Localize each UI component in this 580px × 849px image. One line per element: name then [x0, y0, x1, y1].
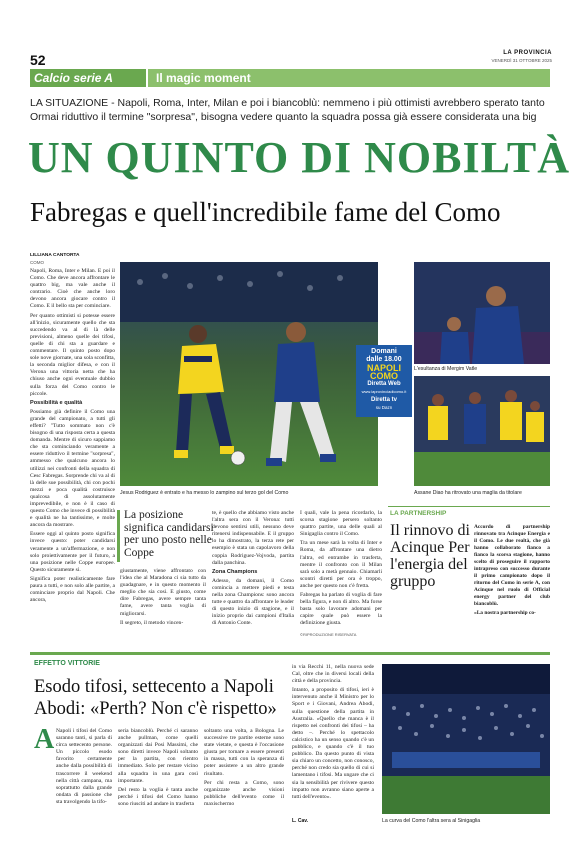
author: LILLIANA CANTORTA [30, 253, 80, 258]
second-story-rule [30, 652, 550, 655]
second-story-column-3 [204, 728, 284, 822]
paper-name: LA PROVINCIA [503, 50, 552, 56]
photo-diao [414, 376, 550, 486]
article-paragraph: Fabregas ha parlato di voglia di fare bella figura, e non di altro. Ma forse basta solo lavorare adomani per capire quale può essere la definizione giusta. [300, 592, 382, 627]
article-paragraph: Napoli, Roma, Inter e Milan. E poi il Como. Che deve ancora affrontare le quattro big, ma vale anche il contrario. Cioè che anche loro devono ancora giocare contro il Como. E il bello sta per cominciare. [30, 268, 115, 310]
second-story-title-line-1: Esodo tifosi, settecento a Napoli [34, 677, 274, 697]
article-paragraph: Per quanto ottimisti si potesse essere all'inizio, sicuramente quello che sta succedendo va al di là delle previsioni, almeno quelle dei tifosi, quelle di chi sta a guardare e commentare. Il quinto posto dopo sole nove giornate, una sola sconfitta, la seconda miglior difesa, e con il Verona una vittoria netta che ha chiuso anche ogni eventuale dubbio sulla forza del Como contro le piccole. [30, 312, 115, 397]
partnership-paragraph: Accordo di partnership rinnovato tra Acinque Energia e il Como. Le due realtà, che già hanno collaborato fianco a fianco la scorsa stagione, hanno scelto di proseguire il rapporto intrapreso con successo durante il primo campionato dopo il ritorno del Como in serie A, con Acinque nel ruolo di Official energy partner del club biancoblù. [474, 524, 550, 607]
partnership-paragraph: «La nostra partnership co- [474, 610, 536, 616]
second-story-column-2 [118, 728, 198, 822]
topic-label: Il magic moment [156, 71, 251, 85]
second-story-signature: L. Cav. [292, 818, 309, 824]
partnership-title: Il rinnovo di Acinque Per l'energia del gruppo [390, 522, 470, 590]
second-story-column-4 [292, 664, 374, 816]
article-paragraph: I quali, vale la pena ricordarlo, la scorsa stagione persero soltanto quattro partite, una delle quali al Sinigaglia contro il Como. [300, 510, 382, 538]
article-column-4 [300, 510, 382, 632]
drop-cap: A [34, 724, 55, 755]
second-story-paragraph: seria biancoblù. Perché ci saranno anche pullman, come quelli organizzati dai Posi Massimi, che sono diretti invece Napoli soltanto per la partita, con rientro immediato. Solo per restare vicino alla squadra in una gara così importante. [118, 728, 198, 784]
match-promo-text [358, 348, 410, 412]
kicker-line-2: Ormai riduttivo il termine "sorpresa", bisogna vedere quanto la squadra possa già essere considerata una big [30, 111, 537, 123]
issue-date: VENERDÌ 31 OTTOBRE 2025 [491, 58, 552, 63]
pullquote-bar [117, 510, 120, 562]
kicker-line-1: LA SITUAZIONE - Napoli, Roma, Inter, Milan e poi i biancoblù: nemmeno i più ottimisti avrebbero sperato tanto [30, 97, 545, 109]
article-paragraph: Possiamo già definire il Como una grande del campionato, a tutti gli effetti? "Tutto sommato non c'è bisogno di una risposta certa a questa domanda. Mentre di sicuro sappiamo che sta cominciando veramente a essere riduttivo il termine "sorpresa", ammesso che qualcuno ancora lo utilizzi nei confronti della squadra di Cesc Fabregas. Sorprende chi va al di là delle sue possibilità, chi con pochi mezzi e poca qualità costruisce qualcosa di assolutamente imprevedibile, e non è il caso di questo Como che invece di possibilità e qualità ne ha tantissime, e molte ancora da mostrare. [30, 408, 115, 529]
article-column-3 [212, 510, 294, 638]
section-label: Calcio serie A [34, 71, 113, 85]
article-paragraph: Tra un mese sarà la volta di Inter e Roma, da affrontare una dietro l'altra, ed entrambe in trasferta, mentre il confronto con il Milan sarà solo a metà gennaio. Chiamarli scontri diretti per ora è troppo, anche per questo non c'è fretta. [300, 540, 382, 589]
article-paragraph: Adesso, da domani, il Como comincia a mettere piedi e testa nella zona Champions: sono ancora tutte e quattro da affrontare le leader di questo inizio di stagione, e il inizio proprio dai campioni d'Italia di Antonio Conte. [212, 577, 294, 627]
promo-time: dalle 18.00 [366, 356, 402, 363]
subheadline: Fabregas e quell'incredibile fame del Como [30, 197, 501, 227]
second-story-paragraph: in via Recchi 11, nella nuova sede Cal, oltre che in diversi locali della città e della provincia. [292, 664, 374, 685]
subhead-quality: Possibilità e qualità [30, 399, 83, 406]
promo-home-team: NAPOLI [366, 363, 401, 373]
article-column-1 [30, 268, 115, 604]
promo-day: Domani [371, 348, 397, 355]
article-paragraph: giustamente, viene affrontato con l'idea che al Maradona ci sia tutto da guadagnare, e in questo momento il meglio che sia così. E giusto, come dire Fabregas, avere sempre tanta fame, avere tanta voglia di migliorarsi. [120, 568, 206, 617]
article-paragraph: Significa poter realisticamente fare paura a tutti, e non solo alle partite, a cominciare proprio dal Napoli. Che ancora, [30, 575, 115, 604]
promo-tv-channel: su Dazn [375, 405, 393, 410]
main-photo-caption: Jesus Rodriguez è entrato e ha messo lo zampino sul terzo gol del Como [120, 490, 289, 496]
partnership-rule [388, 506, 550, 507]
second-story-paragraph: Napoli i tifosi del Como saranno tanti, si parla di circa settecento persone. Un piccolo esodo favorito certamente anche dalla possibilità di trascorrere il weekend nella città campana, ma soprattutto dalla grande ondata di passione che sta travolgendo la tifo- [56, 728, 112, 805]
promo-tv-label: Diretta tv [370, 397, 397, 403]
article-column-2 [120, 568, 206, 638]
photo-fans-caption: La curva del Como l'altra sera al Sinigaglia [382, 818, 481, 824]
partnership-text [474, 524, 550, 642]
article-paragraph: Il segreto, il metodo vincen- [120, 619, 184, 626]
photo-diao-caption: Assane Diao ha ritrovato una maglia da titolare [414, 490, 522, 496]
photo-celebration [414, 262, 550, 364]
page-number: 52 [30, 52, 46, 68]
kicker [30, 96, 550, 124]
second-story-paragraph: soltanto una volta, a Bologna. Le successive tre partite esterne sono state vietate, e questa è l'occasione giusta per tornare a essere presenti in massa, tutti con la speranza di poter assistere a un altro grande risultato. [204, 728, 284, 777]
dateline: COMO [30, 260, 44, 265]
article-paragraph: Essere oggi al quinto posto significa invece questo: poter candidarsi veramente a un'affermazione, e non solo proiettivamente per il futuro, a una posizione nelle Coppe europee. Questo sicuramente sì. [30, 531, 115, 573]
photo-celebration-caption: L'esultanza di Mergim Vatle [414, 366, 478, 372]
second-story-paragraph: Intanto, a proposito di tifosi, ieri è intervenuto anche il Ministro per lo Sport e i Giovani, Andrea Abodi, sulla questione della partita in Australia. «Quello che manca è il rispetto nei confronti dei tifosi – ha detto –. Perché lo spettacolo calcistico ha un senso quando c'è un pubblico, e quando c'è il tuo pubblico. Da questo punto di vista sia chiaro un concetto, non conosco, perché non credo sia quello di cui si lamentano i tifosi. Ma ungare che ci sia la sensibilità per rivivere questo impatto non avranno siano aperte a tutti dell'evento». [292, 687, 374, 800]
pullquote: La posizione significa candidarsi per uno posto nelle Coppe [124, 509, 214, 559]
subhead-champions: Zona Champions [212, 568, 258, 575]
partnership-tag: LA PARTNERSHIP [390, 510, 447, 517]
second-story-column-1 [56, 728, 112, 822]
second-story-paragraph: Del resto la voglia è tanta anche perché i tifosi del Como hanno sono riusciti ad andare in trasferta [118, 786, 198, 807]
main-photo [120, 262, 378, 486]
second-story-title-line-2: Abodi: «Perth? Non c'è rispetto» [34, 699, 277, 719]
headline: UN QUINTO DI NOBILTÀ [28, 133, 571, 182]
article-paragraph: te, è quello che abbiamo visto anche l'altra sera con il Verona: tutti devono sentirsi utili, nessuno deve ritenersi indispensabile. E il gruppo lo ha dimostrato, la terza rete per esempio è stata un capolavoro della coppia Rodriguez-Vojvoda, partita dalla panchina. [212, 510, 294, 566]
promo-web-url[interactable]: www.laprovinciadicomo.it [361, 389, 407, 394]
second-story-tag: EFFETTO VITTORIE [34, 660, 100, 667]
copyright: ©RIPRODUZIONE RISERVATA [300, 632, 357, 637]
promo-away-team: COMO [370, 371, 398, 381]
promo-web-label: Diretta Web [367, 381, 401, 387]
second-story-paragraph: Per chi resta a Como, sono organizzate anche visioni pubbliche dell'evento come il maxischermo [204, 779, 284, 807]
photo-fans-curva [382, 664, 550, 814]
